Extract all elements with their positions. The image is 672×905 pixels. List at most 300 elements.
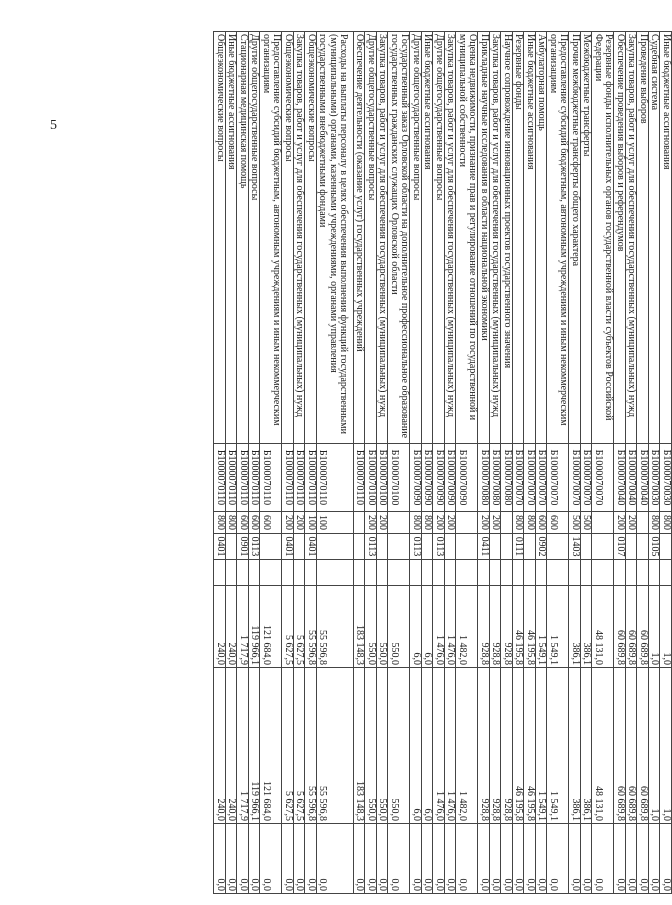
cell-sum3: 0,0 xyxy=(317,824,354,894)
cell-extra xyxy=(260,560,282,586)
cell-name: Закупка товаров, работ и услуг для обеспечения государственных (муниципальных) нужд xyxy=(377,32,389,444)
cell-sum1: 6,0 xyxy=(422,586,434,668)
cell-sum1: 48 131,0 xyxy=(592,586,614,668)
table-row xyxy=(536,32,548,894)
cell-vr: 800 xyxy=(422,512,434,534)
cell-sum3: 0,0 xyxy=(422,824,434,894)
cell-extra xyxy=(592,560,614,586)
cell-rzpr: 0113 xyxy=(410,534,422,560)
cell-name: Обеспечение деятельности (оказание услуг) государственных учреждений xyxy=(354,32,366,444)
cell-sum2: 1 476,0 xyxy=(433,668,445,824)
cell-sum1: 1 549,1 xyxy=(536,586,548,668)
cell-sum2: 550,0 xyxy=(388,668,410,824)
cell-sum2: 55 596,8 xyxy=(317,668,354,824)
cell-sum2: 1 482,0 xyxy=(456,668,478,824)
cell-rzpr xyxy=(524,534,536,560)
cell-sum3: 0,0 xyxy=(547,824,569,894)
table-row xyxy=(513,32,525,894)
cell-sum3: 0,0 xyxy=(614,824,626,894)
cell-name: Проведение выборов xyxy=(637,32,649,444)
cell-vr: 200 xyxy=(478,512,490,534)
cell-vr xyxy=(501,512,513,534)
cell-extra xyxy=(282,560,294,586)
cell-sum2: 1 476,0 xyxy=(445,668,457,824)
cell-extra xyxy=(513,560,525,586)
cell-sum2: 183 148,3 xyxy=(354,668,366,824)
cell-extra xyxy=(388,560,410,586)
cell-sum2: 5 627,5 xyxy=(294,668,306,824)
cell-rzpr xyxy=(581,534,593,560)
cell-sum1: 5 627,5 xyxy=(282,586,294,668)
cell-vr: 200 xyxy=(365,512,377,534)
cell-vr: 100 xyxy=(305,512,317,534)
cell-extra xyxy=(456,560,478,586)
cell-rzpr: 0411 xyxy=(478,534,490,560)
table-row xyxy=(317,32,354,894)
cell-sum1: 550,0 xyxy=(388,586,410,668)
cell-vr xyxy=(354,512,366,534)
table-row xyxy=(569,32,581,894)
cell-rzpr xyxy=(260,534,282,560)
cell-sum3: 0,0 xyxy=(249,824,261,894)
cell-extra xyxy=(490,560,502,586)
cell-extra xyxy=(649,560,661,586)
cell-code: Б1000070070 xyxy=(513,444,525,512)
cell-vr: 600 xyxy=(237,512,249,534)
cell-name: Государственный заказ Орловской области на дополнительное профессиональное образование государственных гражданских служащих Орловской области xyxy=(388,32,410,444)
cell-rzpr: 0401 xyxy=(214,534,226,560)
table-row xyxy=(294,32,306,894)
cell-sum2: 46 195,8 xyxy=(513,668,525,824)
cell-code: Б1000070110 xyxy=(282,444,294,512)
table-row xyxy=(614,32,626,894)
table-row xyxy=(478,32,490,894)
cell-vr: 200 xyxy=(490,512,502,534)
cell-vr: 200 xyxy=(445,512,457,534)
cell-sum3: 0,0 xyxy=(365,824,377,894)
cell-sum3: 0,0 xyxy=(569,824,581,894)
table-row xyxy=(377,32,389,894)
cell-code: Б1000070070 xyxy=(536,444,548,512)
cell-rzpr: 0401 xyxy=(305,534,317,560)
cell-rzpr: 0113 xyxy=(365,534,377,560)
table-row xyxy=(547,32,569,894)
table-viewport xyxy=(86,31,672,893)
cell-vr: 800 xyxy=(410,512,422,534)
cell-name: Судебная система xyxy=(649,32,661,444)
cell-code: Б1000070110 xyxy=(354,444,366,512)
cell-sum3: 0,0 xyxy=(388,824,410,894)
cell-sum1: 928,8 xyxy=(501,586,513,668)
cell-code: Б1000070070 xyxy=(581,444,593,512)
cell-sum1: 550,0 xyxy=(377,586,389,668)
cell-sum2: 60 689,8 xyxy=(614,668,626,824)
cell-rzpr xyxy=(388,534,410,560)
cell-rzpr: 0107 xyxy=(614,534,626,560)
cell-sum2: 46 195,8 xyxy=(524,668,536,824)
table-row xyxy=(237,32,249,894)
cell-code: Б1000070090 xyxy=(433,444,445,512)
cell-vr: 500 xyxy=(569,512,581,534)
cell-name: Резервные фонды исполнительных органов государственной власти субъектов Российской Федерации xyxy=(592,32,614,444)
budget-table xyxy=(214,31,672,894)
cell-code: Б1000070070 xyxy=(592,444,614,512)
cell-sum1: 1 482,0 xyxy=(456,586,478,668)
cell-vr: 200 xyxy=(433,512,445,534)
cell-code: Б1000070110 xyxy=(226,444,238,512)
cell-sum3: 0,0 xyxy=(226,824,238,894)
cell-sum1: 386,1 xyxy=(569,586,581,668)
cell-sum1: 55 596,8 xyxy=(305,586,317,668)
cell-sum3: 0,0 xyxy=(490,824,502,894)
cell-code: Б1000070080 xyxy=(501,444,513,512)
cell-rzpr: 0401 xyxy=(282,534,294,560)
cell-code: Б1000070110 xyxy=(305,444,317,512)
table-body xyxy=(214,32,672,894)
cell-rzpr xyxy=(626,534,638,560)
cell-extra xyxy=(445,560,457,586)
cell-rzpr xyxy=(354,534,366,560)
cell-rzpr xyxy=(294,534,306,560)
cell-sum1: 55 596,8 xyxy=(317,586,354,668)
table-row xyxy=(249,32,261,894)
cell-sum1: 1 476,0 xyxy=(433,586,445,668)
cell-code: Б1000070110 xyxy=(294,444,306,512)
table-row xyxy=(305,32,317,894)
cell-sum3: 0,0 xyxy=(377,824,389,894)
cell-sum3: 0,0 xyxy=(524,824,536,894)
cell-sum2: 6,0 xyxy=(410,668,422,824)
cell-rzpr xyxy=(445,534,457,560)
page-number: 5 xyxy=(50,118,57,133)
cell-code: Б1000070110 xyxy=(249,444,261,512)
cell-vr: 600 xyxy=(249,512,261,534)
cell-vr: 200 xyxy=(614,512,626,534)
cell-name: Общеэкономические вопросы xyxy=(282,32,294,444)
cell-sum2: 121 684,0 xyxy=(260,668,282,824)
cell-rzpr: 0105 xyxy=(649,534,661,560)
cell-code: Б1000070080 xyxy=(478,444,490,512)
cell-vr: 800 xyxy=(524,512,536,534)
cell-rzpr: 0113 xyxy=(433,534,445,560)
cell-rzpr xyxy=(637,534,649,560)
cell-rzpr: 1403 xyxy=(569,534,581,560)
cell-name: Прикладные научные исследования в области национальной экономики xyxy=(478,32,490,444)
cell-name: Межбюджетные трансферты xyxy=(581,32,593,444)
cell-vr: 800 xyxy=(513,512,525,534)
cell-sum1: 119 966,1 xyxy=(249,586,261,668)
cell-extra xyxy=(501,560,513,586)
cell-name: Общеэкономические вопросы xyxy=(305,32,317,444)
cell-rzpr xyxy=(660,534,672,560)
cell-code: Б1000070090 xyxy=(456,444,478,512)
cell-vr: 200 xyxy=(294,512,306,534)
cell-sum3: 0,0 xyxy=(501,824,513,894)
cell-code: Б1000070070 xyxy=(524,444,536,512)
cell-sum2: 240,0 xyxy=(214,668,226,824)
cell-rzpr xyxy=(377,534,389,560)
cell-code: Б1000070110 xyxy=(260,444,282,512)
cell-sum3: 0,0 xyxy=(649,824,661,894)
table-row xyxy=(354,32,366,894)
table-row xyxy=(649,32,661,894)
cell-rzpr xyxy=(547,534,569,560)
table-row xyxy=(581,32,593,894)
cell-vr: 200 xyxy=(377,512,389,534)
cell-vr xyxy=(637,512,649,534)
cell-name: Другие общегосударственные вопросы xyxy=(410,32,422,444)
table-row xyxy=(524,32,536,894)
cell-sum3: 0,0 xyxy=(660,824,672,894)
cell-sum2: 55 596,8 xyxy=(305,668,317,824)
cell-code: Б1000070080 xyxy=(490,444,502,512)
cell-name: Расходы на выплаты персоналу в целях обеспечения выполнения функций государственными (муниципальными) органами, казенными учреждениями, органами управления государственными внебюджетными фондами xyxy=(317,32,354,444)
cell-name: Прочие межбюджетные трансферты общего характера xyxy=(569,32,581,444)
cell-extra xyxy=(422,560,434,586)
cell-sum3: 0,0 xyxy=(445,824,457,894)
cell-code: Б1000070100 xyxy=(365,444,377,512)
cell-sum1: 1 717,9 xyxy=(237,586,249,668)
table-row xyxy=(490,32,502,894)
cell-extra xyxy=(569,560,581,586)
cell-sum2: 119 966,1 xyxy=(249,668,261,824)
cell-sum1: 928,8 xyxy=(478,586,490,668)
cell-sum2: 60 689,8 xyxy=(626,668,638,824)
cell-extra xyxy=(614,560,626,586)
cell-name: Закупка товаров, работ и услуг для обеспечения государственных (муниципальных) нужд xyxy=(626,32,638,444)
cell-name: Закупка товаров, работ и услуг для обеспечения государственных (муниципальных) нужд xyxy=(445,32,457,444)
cell-vr: 800 xyxy=(649,512,661,534)
cell-code: Б1000070030 xyxy=(660,444,672,512)
cell-sum1: 1,0 xyxy=(649,586,661,668)
cell-sum3: 0,0 xyxy=(260,824,282,894)
cell-sum3: 0,0 xyxy=(592,824,614,894)
cell-extra xyxy=(410,560,422,586)
cell-code: Б1000070090 xyxy=(445,444,457,512)
cell-sum3: 0,0 xyxy=(536,824,548,894)
cell-sum2: 240,0 xyxy=(226,668,238,824)
table-row xyxy=(226,32,238,894)
cell-sum3: 0,0 xyxy=(214,824,226,894)
cell-name: Научное сопровождение инновационных проектов государственного значения xyxy=(501,32,513,444)
cell-sum1: 928,8 xyxy=(490,586,502,668)
cell-extra xyxy=(305,560,317,586)
cell-sum1: 60 689,8 xyxy=(626,586,638,668)
cell-vr: 600 xyxy=(260,512,282,534)
cell-sum1: 46 195,8 xyxy=(524,586,536,668)
cell-sum2: 48 131,0 xyxy=(592,668,614,824)
cell-sum3: 0,0 xyxy=(237,824,249,894)
cell-name: Закупка товаров, работ и услуг для обеспечения государственных (муниципальных) нужд xyxy=(490,32,502,444)
cell-vr xyxy=(456,512,478,534)
cell-name: Иные бюджетные ассигнования xyxy=(226,32,238,444)
cell-sum2: 550,0 xyxy=(377,668,389,824)
cell-extra xyxy=(249,560,261,586)
cell-code: Б1000070090 xyxy=(422,444,434,512)
cell-rzpr: 0901 xyxy=(237,534,249,560)
cell-sum2: 1,0 xyxy=(649,668,661,824)
table-row xyxy=(592,32,614,894)
table-row xyxy=(260,32,282,894)
cell-sum3: 0,0 xyxy=(581,824,593,894)
cell-name: Общеэкономические вопросы xyxy=(214,32,226,444)
cell-extra xyxy=(581,560,593,586)
cell-vr: 200 xyxy=(626,512,638,534)
cell-sum1: 60 689,8 xyxy=(614,586,626,668)
cell-vr: 100 xyxy=(317,512,354,534)
cell-rzpr: 0902 xyxy=(536,534,548,560)
cell-rzpr xyxy=(317,534,354,560)
cell-sum2: 928,8 xyxy=(501,668,513,824)
cell-sum3: 0,0 xyxy=(305,824,317,894)
cell-name: Оценка недвижимости, признание прав и регулирование отношений по государственной и муниципальной собственности xyxy=(456,32,478,444)
cell-sum2: 386,1 xyxy=(569,668,581,824)
cell-name: Другие общегосударственные вопросы xyxy=(365,32,377,444)
cell-name: Предоставление субсидий бюджетным, автономным учреждениям и иным некоммерческим организациям xyxy=(547,32,569,444)
rotated-page xyxy=(86,31,672,893)
cell-extra xyxy=(317,560,354,586)
cell-sum1: 386,1 xyxy=(581,586,593,668)
cell-code: Б1000070100 xyxy=(388,444,410,512)
cell-extra xyxy=(660,560,672,586)
cell-vr: 800 xyxy=(214,512,226,534)
cell-name: Иные бюджетные ассигнования xyxy=(524,32,536,444)
cell-sum1: 550,0 xyxy=(365,586,377,668)
cell-sum3: 0,0 xyxy=(433,824,445,894)
cell-extra xyxy=(478,560,490,586)
cell-sum3: 0,0 xyxy=(478,824,490,894)
cell-vr: 500 xyxy=(581,512,593,534)
cell-extra xyxy=(547,560,569,586)
cell-extra xyxy=(637,560,649,586)
cell-code: Б1000070070 xyxy=(547,444,569,512)
cell-sum3: 0,0 xyxy=(456,824,478,894)
cell-code: Б1000070090 xyxy=(410,444,422,512)
cell-sum1: 240,0 xyxy=(226,586,238,668)
cell-sum1: 1 549,1 xyxy=(547,586,569,668)
table-row xyxy=(410,32,422,894)
cell-sum2: 1,0 xyxy=(660,668,672,824)
cell-extra xyxy=(524,560,536,586)
table-row xyxy=(501,32,513,894)
cell-sum2: 1 549,1 xyxy=(547,668,569,824)
cell-sum1: 6,0 xyxy=(410,586,422,668)
cell-name: Предоставление субсидий бюджетным, автономным учреждениям и иным некоммерческим организациям xyxy=(260,32,282,444)
cell-name: Амбулаторная помощь xyxy=(536,32,548,444)
cell-name: Закупка товаров, работ и услуг для обеспечения государственных (муниципальных) нужд xyxy=(294,32,306,444)
cell-rzpr: 0113 xyxy=(249,534,261,560)
table-row xyxy=(365,32,377,894)
cell-sum2: 60 689,8 xyxy=(637,668,649,824)
cell-extra xyxy=(377,560,389,586)
cell-name: Иные бюджетные ассигнования xyxy=(660,32,672,444)
cell-sum1: 183 148,3 xyxy=(354,586,366,668)
cell-rzpr xyxy=(490,534,502,560)
cell-extra xyxy=(214,560,226,586)
cell-name: Иные бюджетные ассигнования xyxy=(422,32,434,444)
cell-extra xyxy=(354,560,366,586)
cell-sum2: 550,0 xyxy=(365,668,377,824)
cell-vr: 600 xyxy=(547,512,569,534)
cell-code: Б1000070040 xyxy=(626,444,638,512)
cell-code: Б1000070110 xyxy=(237,444,249,512)
cell-sum1: 60 689,8 xyxy=(637,586,649,668)
cell-sum2: 6,0 xyxy=(422,668,434,824)
cell-extra xyxy=(626,560,638,586)
cell-sum2: 5 627,5 xyxy=(282,668,294,824)
cell-sum2: 928,8 xyxy=(478,668,490,824)
cell-extra xyxy=(365,560,377,586)
cell-sum3: 0,0 xyxy=(626,824,638,894)
table-row xyxy=(388,32,410,894)
cell-vr: 800 xyxy=(660,512,672,534)
cell-rzpr xyxy=(226,534,238,560)
cell-sum3: 0,0 xyxy=(294,824,306,894)
table-row xyxy=(637,32,649,894)
cell-code: Б1000070040 xyxy=(614,444,626,512)
cell-sum3: 0,0 xyxy=(410,824,422,894)
cell-sum2: 928,8 xyxy=(490,668,502,824)
table-row xyxy=(660,32,672,894)
cell-sum3: 0,0 xyxy=(637,824,649,894)
cell-rzpr xyxy=(592,534,614,560)
cell-extra xyxy=(226,560,238,586)
table-row xyxy=(445,32,457,894)
cell-name: Стационарная медицинская помощь xyxy=(237,32,249,444)
cell-vr: 800 xyxy=(226,512,238,534)
cell-vr xyxy=(388,512,410,534)
cell-rzpr: 0111 xyxy=(513,534,525,560)
table-row xyxy=(214,32,226,894)
cell-rzpr xyxy=(422,534,434,560)
cell-extra xyxy=(294,560,306,586)
cell-extra xyxy=(237,560,249,586)
cell-sum2: 386,1 xyxy=(581,668,593,824)
cell-code: Б1000070110 xyxy=(214,444,226,512)
cell-code: Б1000070030 xyxy=(649,444,661,512)
cell-code: Б1000070040 xyxy=(637,444,649,512)
cell-sum1: 240,0 xyxy=(214,586,226,668)
cell-sum1: 121 684,0 xyxy=(260,586,282,668)
cell-vr xyxy=(592,512,614,534)
cell-name: Другие общегосударственные вопросы xyxy=(433,32,445,444)
cell-code: Б1000070070 xyxy=(569,444,581,512)
cell-sum1: 46 195,8 xyxy=(513,586,525,668)
cell-sum2: 1 717,9 xyxy=(237,668,249,824)
cell-code: Б1000070110 xyxy=(317,444,354,512)
cell-sum1: 1,0 xyxy=(660,586,672,668)
cell-code: Б1000070100 xyxy=(377,444,389,512)
cell-sum3: 0,0 xyxy=(282,824,294,894)
cell-sum3: 0,0 xyxy=(513,824,525,894)
cell-rzpr xyxy=(501,534,513,560)
cell-name: Другие общегосударственные вопросы xyxy=(249,32,261,444)
cell-extra xyxy=(536,560,548,586)
cell-rzpr xyxy=(456,534,478,560)
cell-name: Обеспечение проведения выборов и референдумов xyxy=(614,32,626,444)
cell-extra xyxy=(433,560,445,586)
cell-vr: 200 xyxy=(282,512,294,534)
table-row xyxy=(626,32,638,894)
cell-sum3: 0,0 xyxy=(354,824,366,894)
cell-sum2: 1 549,1 xyxy=(536,668,548,824)
cell-vr: 600 xyxy=(536,512,548,534)
table-row xyxy=(282,32,294,894)
table-row xyxy=(456,32,478,894)
cell-sum1: 5 627,5 xyxy=(294,586,306,668)
table-row xyxy=(433,32,445,894)
cell-name: Резервные фонды xyxy=(513,32,525,444)
